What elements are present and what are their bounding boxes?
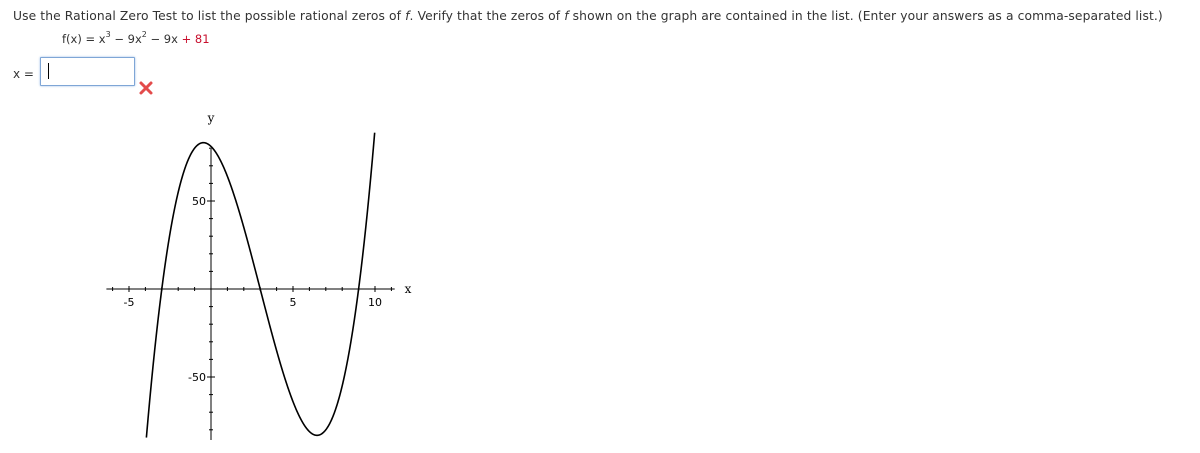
y-tick-label: -50 (188, 371, 206, 384)
x-tick-label: 10 (368, 296, 382, 309)
axes-group (106, 111, 411, 440)
function-formula (62, 31, 210, 46)
question-part-3: shown on the graph are contained in the list. (Enter your answers as a comma-separated list.) (568, 9, 1163, 23)
function-graph (98, 108, 450, 448)
question-part-1: Use the Rational Zero Test to list the possible rational zeros of (13, 9, 406, 23)
formula-mid: − 9x (110, 31, 142, 46)
question-text (13, 9, 1163, 23)
formula-constant: + 81 (177, 31, 210, 46)
x-axis-label: x (404, 282, 412, 296)
question-f-symbol-2: f (564, 9, 569, 23)
incorrect-cross-icon (138, 80, 154, 96)
function-curve (146, 133, 374, 438)
formula-exponent-3: 3 (105, 30, 111, 39)
question-part-2: . Verify that the zeros of (409, 9, 565, 23)
y-tick-label: 50 (192, 195, 206, 208)
formula-exponent-2: 2 (141, 30, 147, 39)
question-f-symbol-1: f (405, 9, 410, 23)
formula-lhs: f(x) = x (62, 31, 106, 46)
x-tick-label: 5 (289, 296, 297, 309)
answer-input[interactable] (40, 57, 135, 86)
formula-tail: − 9x (146, 31, 178, 46)
answer-label: x = (13, 67, 34, 81)
x-tick-label: -5 (123, 296, 135, 309)
text-caret (48, 63, 49, 79)
y-axis-label: y (207, 111, 215, 125)
